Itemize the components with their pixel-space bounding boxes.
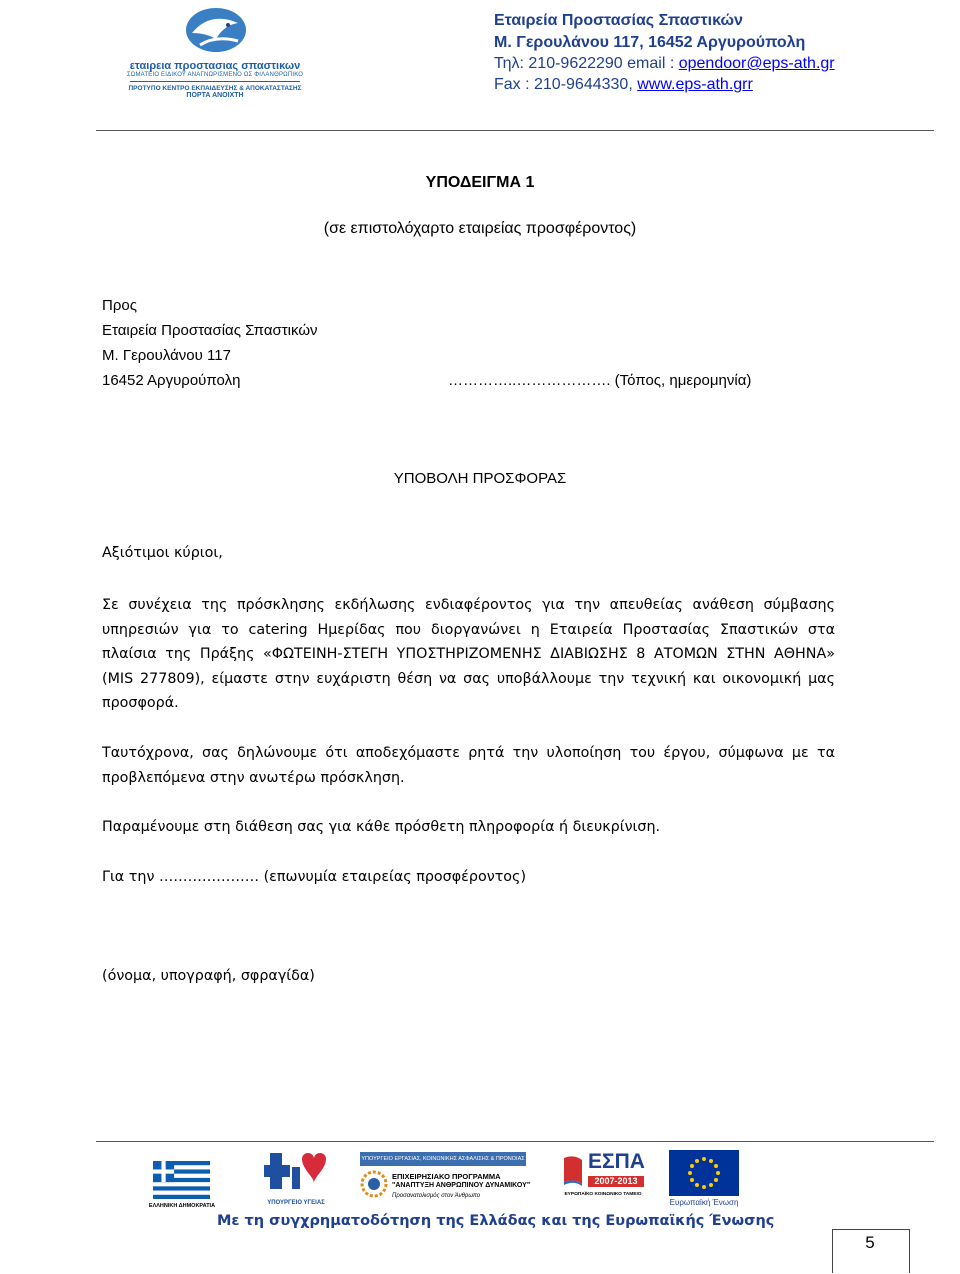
offer-heading: ΥΠΟΒΟΛΗ ΠΡΟΣΦΟΡΑΣ — [393, 470, 567, 487]
espa-fund-label: ΕΥΡΩΠΑΪΚΟ ΚΟΙΝΩΝΙΚΟ ΤΑΜΕΙΟ — [564, 1192, 642, 1197]
eu-label: Ευρωπαϊκή Ένωση — [669, 1198, 739, 1207]
header-fax-line — [494, 74, 753, 96]
recipient-block — [102, 293, 318, 393]
header-phone: Τηλ: 210-9622290 email : — [494, 55, 679, 72]
paragraph-2-line: προβλεπόμενα στην ανωτέρω πρόσκληση. — [102, 769, 405, 786]
health-ministry-logo-icon — [264, 1145, 328, 1195]
company-name-line: Για την ………………… (επωνυμία εταιρείας προσφέροντος) — [102, 869, 527, 885]
document-subtitle: (σε επιστολόχαρτο εταιρείας προσφέροντος) — [323, 220, 637, 237]
signature-line: (όνομα, υπογραφή, σφραγίδα) — [102, 968, 315, 984]
header-email-link[interactable]: opendoor@eps-ath.gr — [678, 55, 835, 72]
paragraph-2 — [102, 741, 835, 790]
op-program-name: "ΑΝΑΠΤΥΞΗ ΑΝΘΡΩΠΙΝΟΥ ΔΥΝΑΜΙΚΟΥ" — [392, 1182, 531, 1189]
recipient-city: 16452 Αργυρούπολη — [102, 372, 241, 389]
logo-caption: εταιρεια προστασιας σπαστικων — [129, 60, 301, 72]
health-ministry-label: ΥΠΟΥΡΓΕΙΟ ΥΓΕΙΑΣ — [267, 1200, 325, 1206]
recipient-label: Προς — [102, 297, 137, 314]
paragraph-1-line: προσφορά. — [102, 695, 179, 711]
recipient-company: Εταιρεία Προστασίας Σπαστικών — [102, 322, 318, 339]
header-address: Μ. Γερουλάνου 117, 16452 Αργυρούπολη — [494, 34, 806, 51]
cofinancing-statement: Με τη συγχρηματοδότηση της Ελλάδας και της Ευρωπαϊκής Ένωσης — [217, 1213, 775, 1229]
op-program-emblem-icon — [360, 1170, 388, 1198]
paragraph-1-line: (MIS 277809), είμαστε στην ευχάριστη θέση να σας υποβάλλουμε την τεχνική και οικονομική μας — [102, 670, 835, 687]
header-company: Εταιρεία Προστασίας Σπαστικών — [494, 12, 743, 29]
document-title: ΥΠΟΔΕΙΓΜΑ 1 — [425, 174, 535, 191]
labour-ministry-banner: ΥΠΟΥΡΓΕΙΟ ΕΡΓΑΣΙΑΣ, ΚΟΙΝΩΝΙΚΗΣ ΑΣΦΑΛΙΣΗΣ & ΠΡΟΝΟΙΑΣ — [360, 1152, 526, 1166]
company-logo — [120, 5, 310, 110]
op-program-motto: Προσανατολισμός στον Άνθρωπο — [392, 1193, 481, 1199]
place-date: …………..………………. (Τόπος, ημερομηνία) — [448, 372, 752, 389]
footer-divider — [96, 1141, 934, 1142]
header-phone-line — [494, 53, 835, 75]
header-fax: Fax : 210-9644330, — [494, 76, 638, 93]
logo-door-caption: ΠΟΡΤΑ ΑΝΟΙΧΤΗ — [186, 92, 244, 99]
espa-flag-icon — [560, 1154, 586, 1188]
paragraph-3: Παραμένουμε στη διάθεση σας για κάθε πρόσθετη πληροφορία ή διευκρίνιση. — [102, 819, 661, 835]
espa-logo — [560, 1150, 646, 1208]
eu-flag-icon — [669, 1150, 739, 1196]
espa-title: ΕΣΠΑ — [588, 1150, 645, 1173]
greek-flag-icon — [153, 1160, 210, 1200]
paragraph-1-line: πλαίσια της Πράξης «ΦΩΤΕΙΝΗ-ΣΤΕΓΗ ΥΠΟΣΤΗΡΙΖΟΜΕΝΗΣ ΔΙΑΒΙΩΣΗΣ 8 ΑΤΟΜΩΝ ΣΤΗΝ ΑΘΗΝΑ» — [102, 646, 835, 662]
greece-label: ΕΛΛΗΝΙΚΗ ΔΗΜΟΚΡΑΤΙΑ — [148, 1203, 216, 1209]
paragraph-1-line: Σε συνέχεια της πρόσκλησης εκδήλωσης ενδιαφέροντος για την απευθείας ανάθεση σύμβασης — [102, 597, 835, 613]
salutation: Αξιότιμοι κύριοι, — [102, 545, 223, 561]
paragraph-1-line: υπηρεσιών για το catering Ημερίδας που διοργανώνει η Εταιρεία Προστασίας Σπαστικών στα — [102, 621, 835, 638]
header-divider — [96, 130, 934, 131]
recipient-street: Μ. Γερουλάνου 117 — [102, 347, 231, 364]
page-number: 5 — [865, 1233, 875, 1252]
paragraph-1 — [102, 593, 835, 716]
dolphin-logo-icon — [120, 5, 310, 55]
espa-years: 2007-2013 — [588, 1176, 644, 1187]
paragraph-2-line: Ταυτόχρονα, σας δηλώνουμε ότι αποδεχόμαστε ρητά την υλοποίηση του έργου, σύμφωνα με τα — [102, 745, 835, 761]
header-website-link[interactable]: www.eps-ath.grr — [637, 76, 753, 93]
op-program-title: ΕΠΙΧΕΙΡΗΣΙΑΚΟ ΠΡΟΓΡΑΜΜΑ — [392, 1172, 501, 1181]
logo-center-caption: ΠΡΟΤΥΠΟ ΚΕΝΤΡΟ ΕΚΠΑΙΔΕΥΣΗΣ & ΑΠΟΚΑΤΑΣΤΑΣΗΣ — [128, 85, 302, 92]
logo-subcaption: ΣΩΜΑΤΕΙΟ ΕΙΔΙΚΟΥ ΑΝΑΓΝΩΡΙΣΜΕΝΟ ΩΣ ΦΙΛΑΝΘΡΩΠΙΚΟ — [126, 72, 304, 78]
